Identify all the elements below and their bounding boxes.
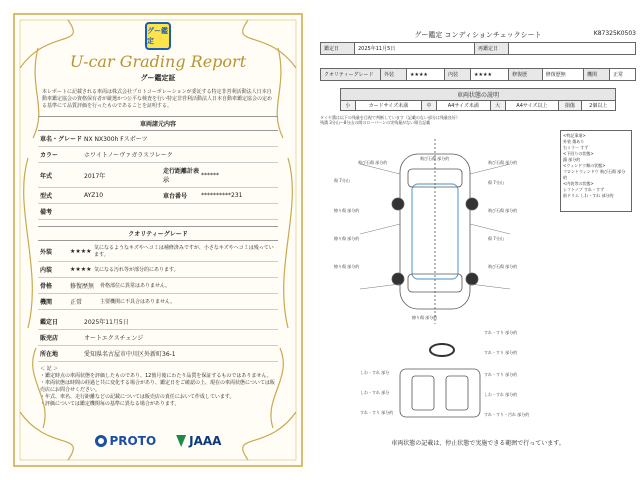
logos [38, 434, 278, 448]
condition-check-sheet [320, 30, 636, 450]
frame-label: 骨格 [40, 283, 53, 290]
year-mileage-row [38, 163, 278, 188]
shop-row [38, 330, 278, 346]
date-table [320, 42, 636, 55]
damage-label: 飛び石傷 部分的 [420, 156, 450, 161]
vin-label: 車台番号 [163, 193, 188, 200]
date-row [38, 314, 278, 330]
damage-label: 擦り傷 部分的 [334, 236, 360, 241]
damage-label: しわ・すれ 部分的 [484, 392, 518, 397]
interior-stars: ★★★★ [471, 69, 509, 81]
damage-label: 飛び石傷 部分的 [358, 160, 388, 165]
address-label: 所在地 [40, 351, 59, 358]
frame-value: 修復歴無 [70, 283, 95, 290]
reappraisal-value [509, 43, 636, 55]
damage-label: すれ・すり 部分的 [360, 410, 394, 415]
quality-section-heading: クオリティーグレード [38, 226, 278, 241]
proto-logo-text: PROTO [109, 434, 157, 448]
quality-label: クオリティーグレード [321, 69, 381, 81]
notes-list [38, 366, 278, 408]
date-label: 鑑定日 [321, 43, 355, 55]
grade-stars: ★★★★ [70, 266, 92, 273]
damage-label: 飛び石傷 部分的 [488, 208, 518, 213]
tire-note: タイヤ溝は以下の残量を目視で判断しています（記載のない部分は残量良好） 残溝 3分山～8分山の間のローバーンの実残量がない場合記載 [320, 115, 460, 125]
legend-cell: 小 [341, 101, 356, 111]
grade-row [38, 262, 278, 278]
year-label: 年式 [40, 172, 53, 180]
year-value: 2017年 [84, 172, 106, 180]
certificate-intro: 本レポートに記載される車両は株式会社プロトコーポレーションが委託する特定非営利活動法人日本自動車鑑定協会の資格保有者が厳選かつ公平な検査を行い特定非営利活動法人日本自動車鑑定協会の定める基準にて品質評価を行ったものであることを証明する。 [42, 89, 273, 109]
damage-label: すれ・すり 部分的 [484, 330, 518, 335]
date-value: 2025年11月5日 [355, 43, 475, 55]
jaaa-mark-icon [176, 435, 186, 447]
damage-label: しわ・すれ 部分 [360, 390, 390, 395]
mileage-label: 走行距離計表示 [163, 168, 200, 184]
side-notes: <特記事項> 外装 傷あり 右ミラー すず <下回りの状態> 錆 部分的 <ウィンドウ類の状態> フロントウィンドウ 飛び石傷 部分的 <内装等の状態> シフトノブ すれ・すず 前ドリム しわ・すれ 部分的 [560, 130, 632, 212]
legend-table [340, 100, 616, 111]
model-value: AYZ10 [84, 192, 104, 199]
field-label: 車名・グレード [40, 136, 83, 143]
remarks-row: 備考 [38, 204, 278, 220]
damage-label: 擦り傷 部分的 [412, 315, 438, 320]
date-label: 鑑定日 [40, 319, 59, 326]
note-item: ・鑑定時点の車両状態を評価したものであり、12箇月後にわたり品質を保証するものではありません。 [40, 373, 272, 379]
engine-value: 正常 [609, 69, 635, 81]
repair-label: 修復歴 [509, 69, 543, 81]
damage-label: 擦り傷 部分的 [334, 264, 360, 269]
engine-note: 主要機関に不具合はありません。 [100, 299, 176, 305]
engine-row [38, 294, 278, 310]
damage-label: すれ・すり 部分的 [484, 350, 518, 355]
legend-cell: 中 [422, 101, 437, 111]
exterior-label: 外装 [381, 69, 407, 81]
date-value: 2025年11月5日 [84, 319, 129, 326]
grade-stars: ★★★★ [70, 247, 92, 255]
damage-label: 傷 7分山 [488, 180, 504, 185]
engine-label: 機関 [583, 69, 609, 81]
address-row [38, 346, 278, 362]
address-value: 愛知県名古屋市中川区外新町36-1 [84, 351, 176, 358]
field-row [38, 147, 278, 163]
sheet-header: グー鑑定 コンディションチェックシート [414, 31, 542, 39]
damage-label: 飛び石傷 部分的 [488, 264, 518, 269]
certificate-title: U-car Grading Report [69, 52, 247, 71]
legend-cell: カードサイズ未満 [355, 101, 421, 111]
legend-cell: A4サイズ未満 [436, 101, 490, 111]
damage-label: 飛び石傷 部分的 [488, 160, 518, 165]
mileage-value: ****** [201, 171, 219, 179]
frame-row [38, 278, 278, 294]
grade-label: 内装 [40, 267, 53, 274]
exterior-stars: ★★★★ [406, 69, 444, 81]
field-row [38, 131, 278, 147]
goo-badge-icon: グー鑑定 [145, 22, 171, 50]
grade-note: 気になる汚れ等が部分的にあります。 [94, 267, 179, 273]
damage-label: すれ・すり・汚れ 部分的 [484, 412, 530, 417]
note-item: ・車両状態は時間の経過と共に変化する場合があり、鑑定日をご確認の上、現在の車両状態については販売店にお問合せください。 [40, 380, 275, 393]
note-item: ・年式、車名、走行距離などの記載については販売店の責任において作成しています。 [40, 394, 235, 400]
proto-mark-icon [95, 435, 107, 447]
grade-label: 外装 [40, 248, 53, 256]
damage-label: しわ・すれ 部分 [360, 370, 390, 375]
legend-cell: 損傷 [559, 101, 581, 111]
frame-note: 骨格部位に異常はありません。 [100, 283, 171, 289]
reappraisal-label: 再鑑定日 [475, 43, 509, 55]
damage-label: 傷 7分山 [334, 178, 350, 183]
grading-certificate [8, 8, 308, 472]
proto-logo [95, 434, 157, 448]
damage-label: すれ・すり 部分的 [484, 372, 518, 377]
field-value: NX NX300h Fスポーツ [84, 136, 148, 143]
shop-value: オートエクスチェンジ [84, 335, 144, 342]
engine-label: 機関 [40, 299, 53, 306]
model-label: 型式 [40, 193, 53, 200]
legend-cell: A4サイズ以上 [505, 101, 559, 111]
vehicle-section-heading: 車両諸元内容 [38, 116, 278, 131]
certificate-subtitle: グー鑑定証 [140, 74, 176, 82]
engine-value: 正常 [70, 299, 83, 306]
sheet-footer: 車両状態の記載は、停止状態で実施できる範囲で行っています。 [391, 440, 565, 447]
vin-value: **********231 [201, 192, 243, 199]
repair-value: 修復歴無 [542, 69, 583, 81]
grade-row [38, 241, 278, 262]
note-item: ・評価については鑑定機関毎の基準に異なる場合があります。 [40, 401, 180, 407]
model-vin-row [38, 188, 278, 204]
jaaa-logo [176, 434, 221, 448]
jaaa-logo-text: JAAA [189, 434, 222, 448]
legend-cell: 2個以上 [581, 101, 615, 111]
grade-note: 気になるようなキズやヘコミは補修済みですが、小さなキズやヘコミは残っています。 [94, 245, 274, 258]
grade-table [320, 68, 636, 81]
legend-heading: 車両状態の説明 [340, 88, 616, 101]
shop-label: 販売店 [40, 335, 59, 342]
interior-label: 内装 [445, 69, 471, 81]
notes-title: ＜ 記 ＞ [40, 366, 59, 372]
legend-cell: 大 [490, 101, 505, 111]
damage-label: 傷 7分山 [488, 236, 504, 241]
damage-label: 擦り傷 部分的 [334, 208, 360, 213]
certificate-number: K87325K0503 [593, 30, 636, 37]
field-label: カラー [40, 152, 59, 159]
field-value: ホワイトノーヴァガラスフレーク [84, 152, 173, 159]
